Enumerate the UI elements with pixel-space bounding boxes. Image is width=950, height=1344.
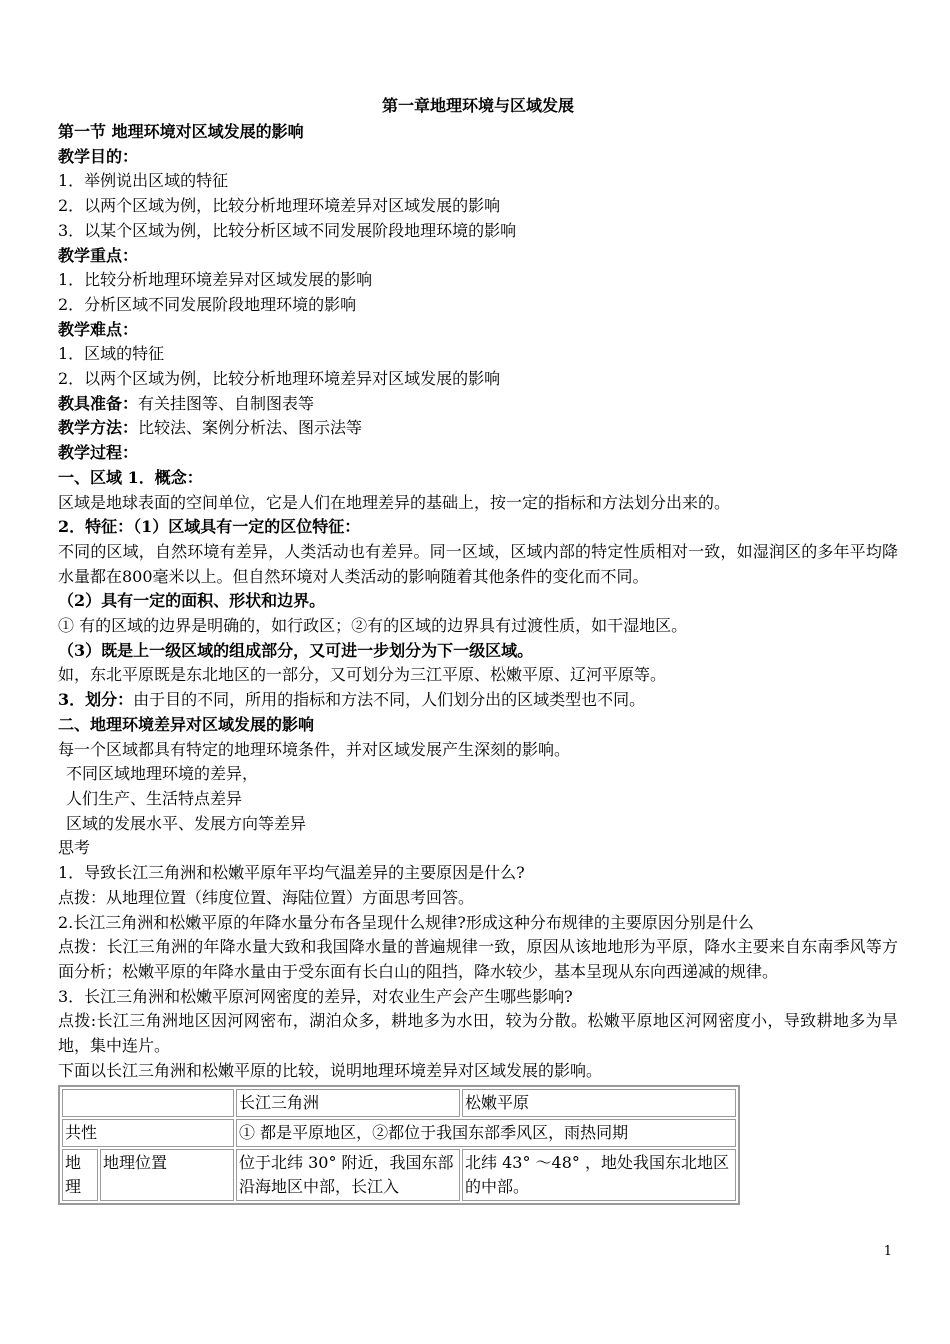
inline-label: 教学方法：: [58, 418, 139, 438]
inline-text: 比较法、案例分析法、图示法等: [138, 418, 363, 438]
table-row: [62, 1119, 736, 1147]
text-line: 教学目的：: [58, 146, 139, 166]
text-line: 1．举例说出区域的特征: [58, 171, 229, 191]
text-line: 教学难点：: [58, 319, 139, 339]
text-line: 不同的区域，自然环境有差异，人类活动也有差异。同一区域，区域内部的特定性质相对一致，如湿润区的多年平均降水量都在800毫米以上。但自然环境对人类活动的影响随着其他条件的变化而不同。: [58, 541, 898, 586]
chapter-title: 第一章地理环境与区域发展: [381, 96, 574, 115]
text-line: 2.长江三角洲和松嫩平原的年降水量分布各呈现什么规律?形成这种分布规律的主要原因分别是什么: [58, 912, 754, 932]
table-common-value: ① 都是平原地区，②都位于我国东部季风区，雨热同期: [236, 1119, 736, 1147]
text-line: 2．分析区域不同发展阶段地理环境的影响: [58, 294, 357, 314]
table-cell-songnen-location: 北纬 43° ～48° ，地处我国东北地区的中部。: [462, 1149, 736, 1201]
text-line: 3．以某个区域为例，比较分析区域不同发展阶段地理环境的影响: [58, 220, 517, 240]
page-number: 1: [883, 1244, 892, 1259]
text-line: 区域是地球表面的空间单位，它是人们在地理差异的基础上，按一定的指标和方法划分出来的。: [58, 492, 731, 512]
text-line: 2．特征：（1）区域具有一定的区位特征：: [58, 517, 361, 537]
text-line: 不同区域地理环境的差异，: [66, 764, 259, 784]
text-line: 区域的发展水平、发展方向等差异: [66, 813, 307, 833]
text-line: 2．以两个区域为例，比较分析地理环境差异对区域发展的影响: [58, 369, 501, 389]
inline-text: 有关挂图等、自制图表等: [138, 393, 315, 413]
text-line: 第一节 地理环境对区域发展的影响: [58, 122, 304, 141]
text-line: 教学重点：: [58, 245, 139, 265]
table-group-label: 地理: [62, 1149, 98, 1201]
table-header-empty: [62, 1089, 234, 1117]
text-line: [58, 416, 898, 441]
text-line: （3）既是上一级区域的组成部分，又可进一步划分为下一级区域。: [58, 640, 534, 660]
body-text: [58, 120, 898, 1083]
text-line: 教学过程：: [58, 443, 139, 463]
text-line: 点拨：从地理位置（纬度位置、海陆位置）方面思考回答。: [58, 887, 475, 907]
text-line: 点拨:长江三角洲地区因河网密布，湖泊众多，耕地多为水田，较为分散。松嫩平原地区河网密度小，导致耕地多为旱地，集中连片。: [58, 1011, 898, 1056]
table-header-yangtze: 长江三角洲: [236, 1089, 460, 1117]
inline-text: 由于目的不同，所用的指标和方法不同，人们划分出的区域类型也不同。: [133, 690, 646, 710]
table-cell-yangtze-location: 位于北纬 30° 附近，我国东部沿海地区中部，长江入: [236, 1149, 460, 1201]
text-line: 如，东北平原既是东北地区的一部分，又可划分为三江平原、松嫩平原、辽河平原等。: [58, 665, 667, 685]
document-page: [58, 96, 898, 1205]
inline-label: 3．划分：: [58, 690, 134, 710]
table-row: [62, 1149, 736, 1201]
text-line: 思考: [58, 838, 91, 858]
text-line: 3．长江三角洲和松嫩平原河网密度的差异，对农业生产会产生哪些影响?: [58, 986, 573, 1006]
text-line: [58, 688, 898, 713]
text-line: 2．以两个区域为例，比较分析地理环境差异对区域发展的影响: [58, 196, 501, 216]
table-row: [62, 1089, 736, 1117]
comparison-table: [58, 1085, 740, 1205]
text-line: 下面以长江三角洲和松嫩平原的比较，说明地理环境差异对区域发展的影响。: [58, 1060, 603, 1080]
text-line: （2）具有一定的面积、形状和边界。: [58, 591, 326, 611]
text-line: 点拨：长江三角洲的年降水量大致和我国降水量的普遍规律一致，原因从该地地形为平原，降水主要来自东南季风等方面分析；松嫩平原的年降水量由于受东面有长白山的阻挡，降水较少，基本呈现从东向西递减的规律。: [58, 937, 898, 981]
text-line: 1．导致长江三角洲和松嫩平原年平均气温差异的主要原因是什么?: [58, 863, 525, 883]
table-header-songnen: 松嫩平原: [462, 1089, 736, 1117]
table-common-label: 共性: [62, 1119, 234, 1147]
text-line: 1．比较分析地理环境差异对区域发展的影响: [58, 270, 373, 290]
text-line: ① 有的区域的边界是明确的，如行政区；②有的区域的边界具有过渡性质，如干湿地区。: [58, 616, 688, 636]
text-line: 一、区域 1．概念：: [58, 467, 203, 487]
inline-label: 教具准备：: [58, 393, 139, 413]
text-line: 1．区域的特征: [58, 344, 165, 364]
text-line: 二、地理环境差异对区域发展的影响: [58, 714, 315, 734]
text-line: 每一个区域都具有特定的地理环境条件，并对区域发展产生深刻的影响。: [58, 739, 571, 759]
text-line: [58, 392, 898, 417]
table-row-label: 地理位置: [100, 1149, 234, 1201]
text-line: 人们生产、生活特点差异: [66, 788, 243, 808]
